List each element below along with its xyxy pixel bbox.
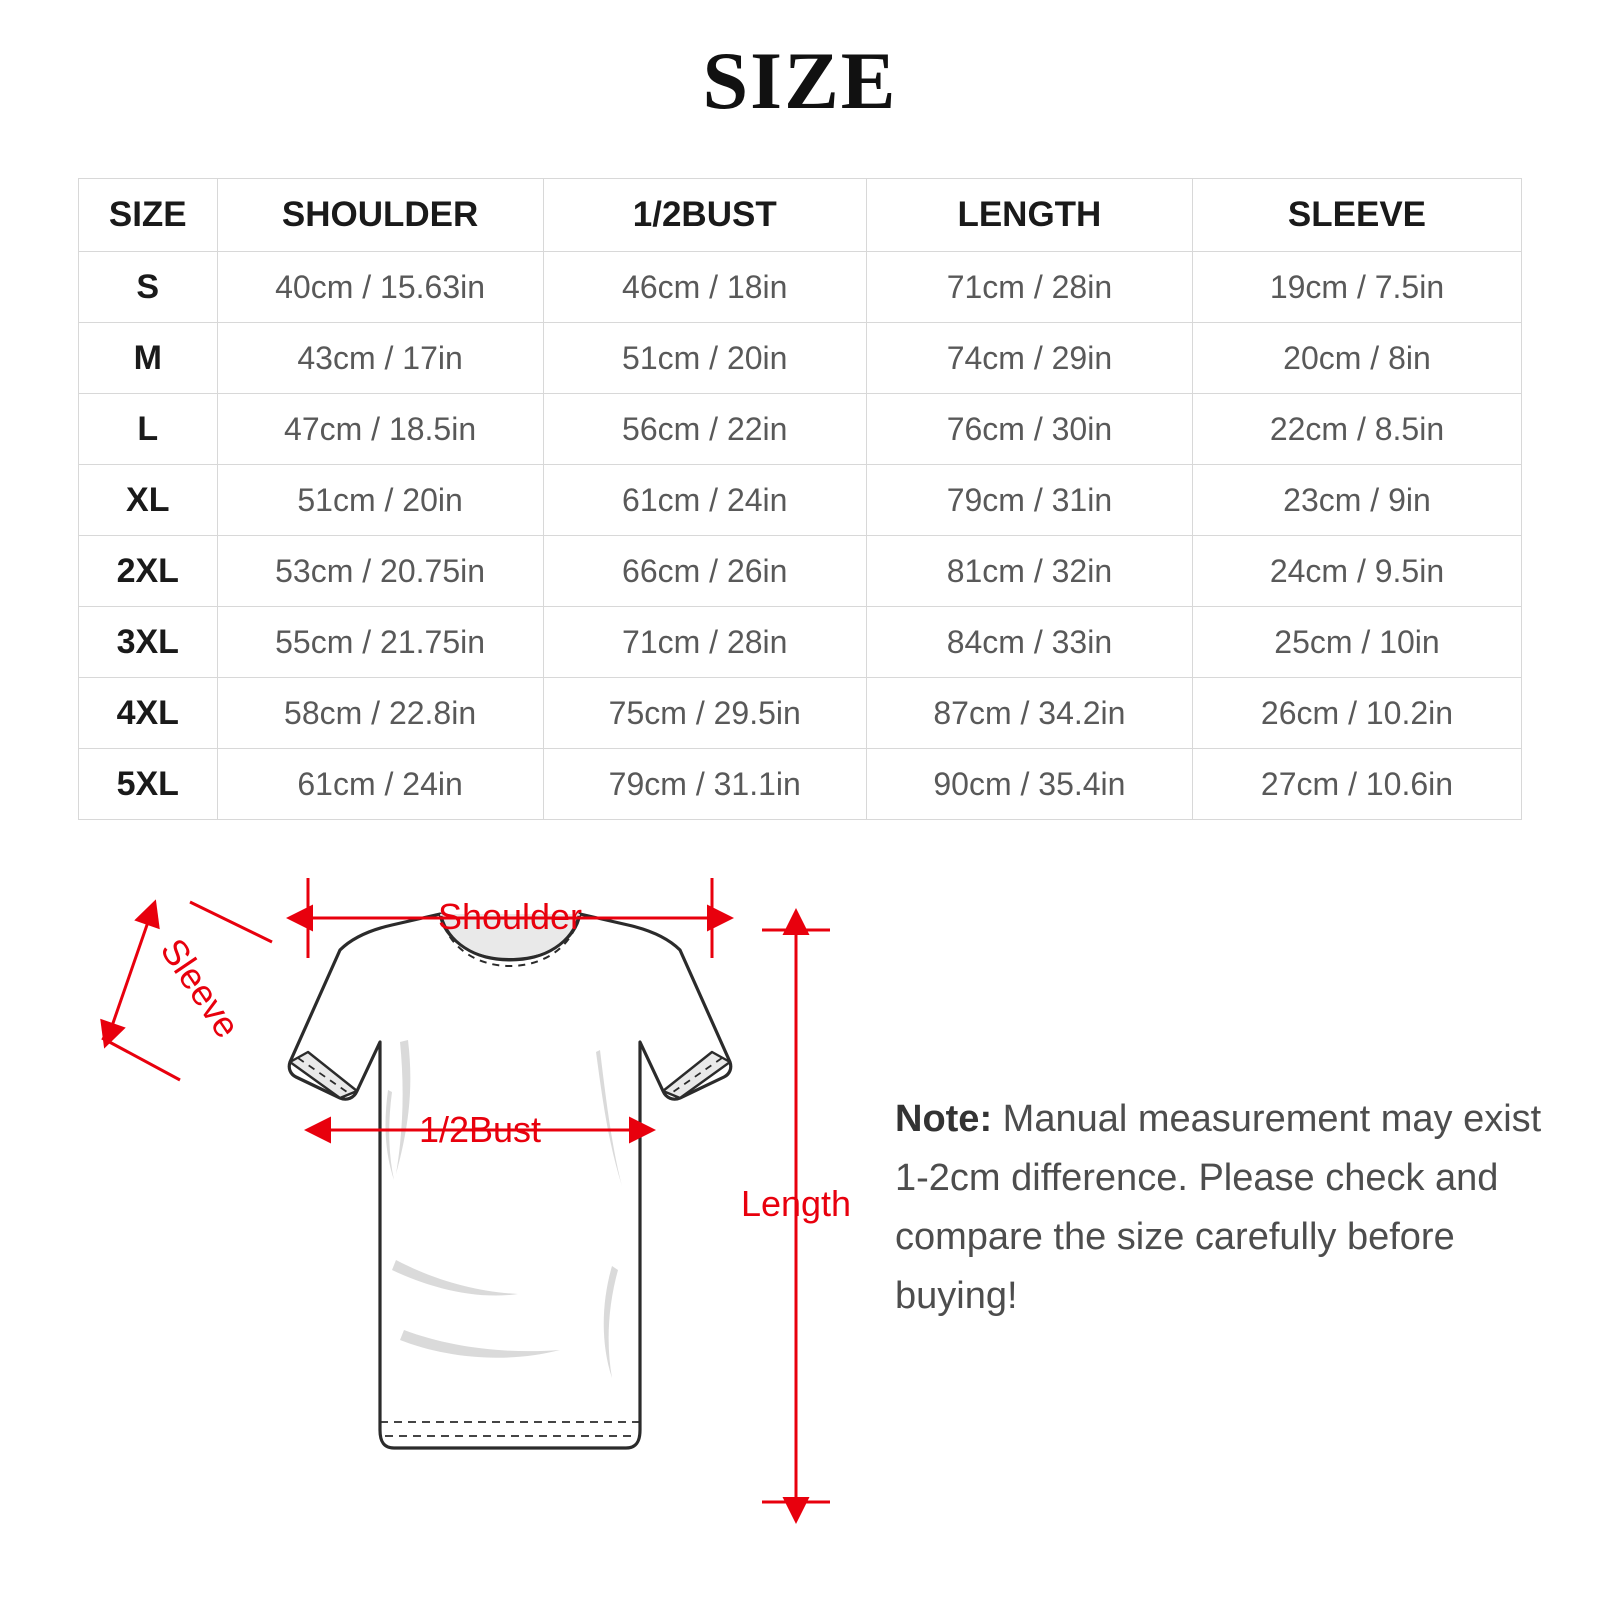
cell-length: 84cm / 33in (866, 607, 1192, 678)
cell-shoulder: 58cm / 22.8in (217, 678, 543, 749)
cell-sleeve: 20cm / 8in (1192, 323, 1521, 394)
cell-shoulder: 53cm / 20.75in (217, 536, 543, 607)
size-chart-table-wrapper (78, 178, 1522, 820)
cell-size: 4XL (79, 678, 218, 749)
cell-size: L (79, 394, 218, 465)
page-title: SIZE (702, 35, 898, 126)
table-row (79, 252, 1522, 323)
cell-length: 87cm / 34.2in (866, 678, 1192, 749)
shoulder-label: Shoulder (437, 896, 583, 937)
cell-bust: 56cm / 22in (543, 394, 866, 465)
cell-shoulder: 43cm / 17in (217, 323, 543, 394)
cell-bust: 66cm / 26in (543, 536, 866, 607)
cell-sleeve: 26cm / 10.2in (1192, 678, 1521, 749)
cell-shoulder: 47cm / 18.5in (217, 394, 543, 465)
cell-size: 3XL (79, 607, 218, 678)
cell-length: 76cm / 30in (866, 394, 1192, 465)
cell-sleeve: 27cm / 10.6in (1192, 749, 1521, 820)
sleeve-label: Sleeve (152, 930, 249, 1046)
table-row (79, 394, 1522, 465)
column-header-bust: 1/2BUST (543, 179, 866, 252)
cell-length: 81cm / 32in (866, 536, 1192, 607)
note-label: Note: (895, 1098, 993, 1140)
cell-sleeve: 23cm / 9in (1192, 465, 1521, 536)
cell-length: 74cm / 29in (866, 323, 1192, 394)
cell-size: M (79, 323, 218, 394)
column-header-size: SIZE (79, 179, 218, 252)
cell-length: 71cm / 28in (866, 252, 1192, 323)
column-header-length: LENGTH (866, 179, 1192, 252)
table-row (79, 607, 1522, 678)
measurement-note (895, 1090, 1555, 1326)
cell-bust: 46cm / 18in (543, 252, 866, 323)
cell-bust: 51cm / 20in (543, 323, 866, 394)
size-chart-table (78, 178, 1522, 820)
table-row (79, 536, 1522, 607)
cell-size: 2XL (79, 536, 218, 607)
cell-shoulder: 51cm / 20in (217, 465, 543, 536)
table-row (79, 749, 1522, 820)
cell-length: 79cm / 31in (866, 465, 1192, 536)
cell-sleeve: 25cm / 10in (1192, 607, 1521, 678)
cell-shoulder: 55cm / 21.75in (217, 607, 543, 678)
cell-bust: 61cm / 24in (543, 465, 866, 536)
cell-sleeve: 24cm / 9.5in (1192, 536, 1521, 607)
cell-sleeve: 22cm / 8.5in (1192, 394, 1521, 465)
table-row (79, 323, 1522, 394)
cell-size: S (79, 252, 218, 323)
table-row (79, 465, 1522, 536)
column-header-shoulder: SHOULDER (217, 179, 543, 252)
tshirt-illustration (289, 914, 731, 1448)
cell-sleeve: 19cm / 7.5in (1192, 252, 1521, 323)
column-header-sleeve: SLEEVE (1192, 179, 1521, 252)
note-text: Manual measurement may exist 1-2cm difference. Please check and compare the size carefully before buying! (895, 1098, 1542, 1317)
bust-label: 1/2Bust (418, 1109, 542, 1150)
cell-size: 5XL (79, 749, 218, 820)
table-header-row (79, 179, 1522, 252)
measurement-diagram (40, 830, 860, 1570)
cell-shoulder: 40cm / 15.63in (217, 252, 543, 323)
cell-length: 90cm / 35.4in (866, 749, 1192, 820)
cell-bust: 75cm / 29.5in (543, 678, 866, 749)
cell-shoulder: 61cm / 24in (217, 749, 543, 820)
cell-bust: 79cm / 31.1in (543, 749, 866, 820)
cell-size: XL (79, 465, 218, 536)
table-row (79, 678, 1522, 749)
length-label: Length (740, 1183, 852, 1224)
cell-bust: 71cm / 28in (543, 607, 866, 678)
